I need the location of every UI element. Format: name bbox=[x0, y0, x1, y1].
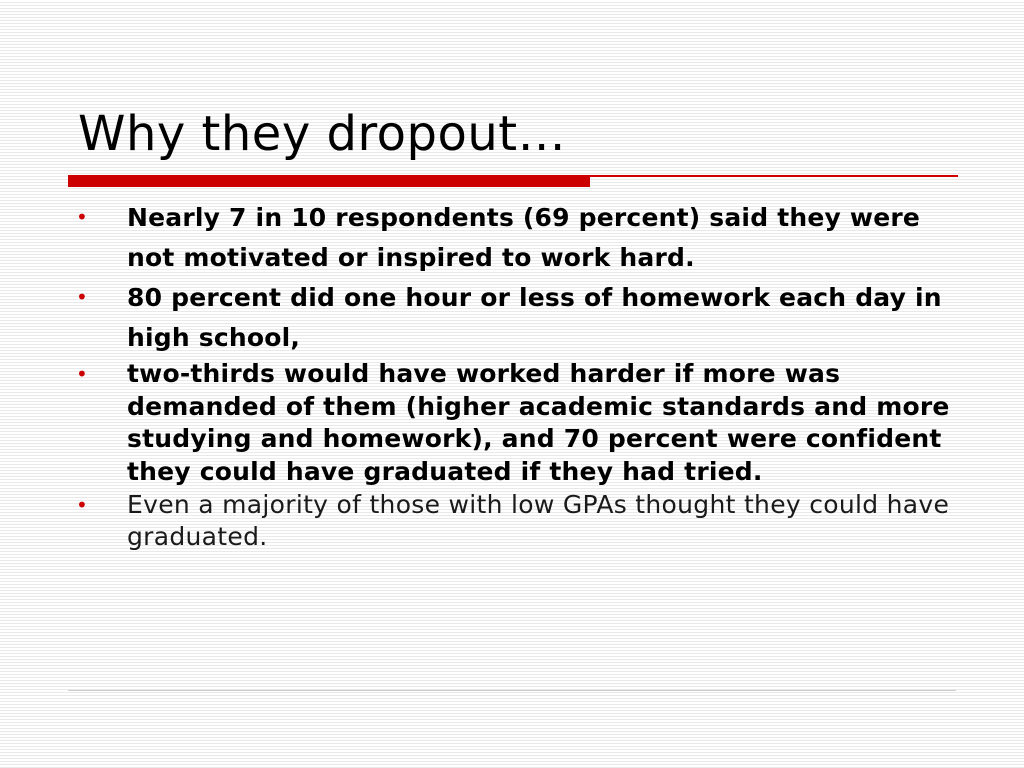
bullet-item bbox=[72, 358, 952, 488]
slide-title: Why they dropout… bbox=[78, 106, 567, 162]
bullet-text: 80 percent did one hour or less of homework each day in high school, bbox=[127, 283, 942, 352]
bullet-list bbox=[72, 198, 952, 554]
title-underline-thick bbox=[68, 175, 590, 187]
bullet-dot-icon: • bbox=[76, 205, 88, 229]
bullet-text: Even a majority of those with low GPAs thought they could have graduated. bbox=[127, 490, 950, 551]
bullet-dot-icon: • bbox=[76, 493, 88, 517]
bullet-text: two-thirds would have worked harder if more was demanded of them (higher academic standards and more studying and homework), and 70 percent were confident they could have graduated if they had tried. bbox=[127, 359, 950, 486]
bullet-dot-icon: • bbox=[76, 285, 88, 309]
bullet-item bbox=[72, 489, 952, 553]
bullet-item bbox=[72, 198, 952, 277]
footer-divider bbox=[68, 690, 956, 691]
bullet-text: Nearly 7 in 10 respondents (69 percent) said they were not motivated or inspired to work hard. bbox=[127, 203, 921, 272]
title-underline-thin bbox=[590, 175, 958, 177]
bullet-dot-icon: • bbox=[76, 362, 88, 386]
bullet-item bbox=[72, 278, 952, 357]
